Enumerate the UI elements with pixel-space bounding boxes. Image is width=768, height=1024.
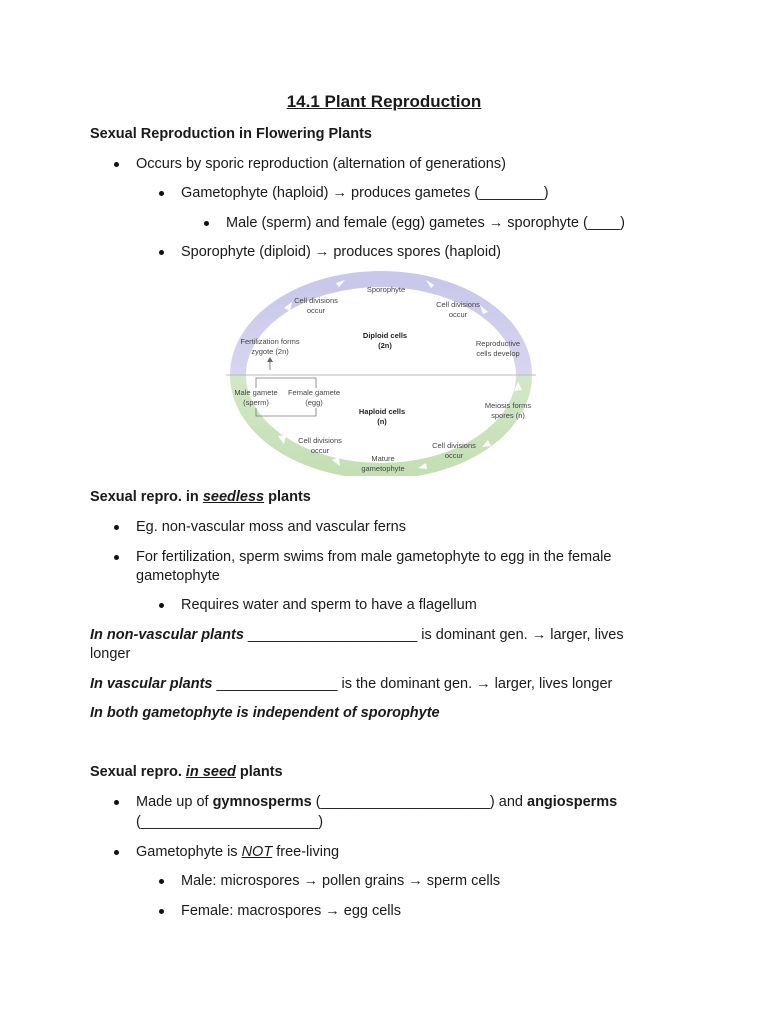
list-item — [136, 844, 339, 860]
label-cell-div-top-right: Cell divisions — [436, 300, 480, 309]
label-reproductive: Reproductive — [475, 339, 521, 348]
alternation-of-generations-diagram — [226, 270, 538, 476]
list-text: Gametophyte is — [136, 844, 242, 860]
emphasis-text: NOT — [241, 844, 273, 860]
heading-text: plants — [264, 489, 311, 505]
label-female-gamete: Female gamete — [287, 388, 341, 397]
list-item: Requires water and sperm to have a flagellum — [181, 597, 477, 613]
list-item: Male: microspores → pollen grains → sperm cells — [181, 873, 501, 889]
list-item: Male (sperm) and female (egg) gametes → sporophyte (____) — [226, 215, 625, 231]
term-angiosperms: angiosperms — [527, 794, 618, 810]
paragraph-both: In both gametophyte is independent of sporophyte — [90, 705, 440, 721]
heading-text: Sexual repro. — [90, 764, 186, 780]
label-fertilization: zygote (2n) — [251, 347, 289, 356]
label-female-gamete: (egg) — [305, 398, 323, 407]
label-cell-div-top-left: Cell divisions — [294, 296, 338, 305]
list-text: Made up of — [136, 794, 213, 810]
paragraph-non-vascular — [90, 627, 624, 643]
section-heading-flowering: Sexual Reproduction in Flowering Plants — [90, 126, 372, 142]
paragraph-continuation: longer — [90, 646, 131, 662]
section-heading-seedless — [90, 489, 311, 505]
label-sporophyte: Sporophyte — [366, 285, 406, 294]
label-mature-gametophyte: Mature — [371, 454, 395, 463]
label-haploid: (n) — [377, 417, 387, 426]
label-diploid: (2n) — [378, 341, 392, 350]
label-cell-div-bottom-right: occur — [444, 451, 464, 460]
label-cell-div-bottom-left: occur — [310, 446, 330, 455]
label-meiosis: spores (n) — [491, 411, 525, 420]
label-cell-div-bottom-right: Cell divisions — [432, 441, 476, 450]
list-text: (_____________________) and — [311, 794, 527, 810]
list-item: Gametophyte (haploid) → produces gametes (________) — [181, 185, 549, 201]
list-item: Eg. non-vascular moss and vascular ferns — [136, 519, 406, 535]
label-male-gamete: (sperm) — [243, 398, 269, 407]
label-haploid: Haploid cells — [358, 407, 406, 416]
list-item — [136, 794, 617, 810]
heading-text: Sexual repro. in — [90, 489, 203, 505]
list-item: Occurs by sporic reproduction (alternation of generations) — [136, 156, 506, 172]
gamete-bracket-bottom — [256, 408, 316, 416]
paragraph-vascular — [90, 676, 612, 692]
list-item-continuation: gametophyte — [136, 568, 220, 584]
gamete-bracket-top — [256, 378, 316, 388]
label-cell-div-bottom-left: Cell divisions — [298, 436, 342, 445]
heading-emphasis: in seed — [185, 764, 236, 780]
list-text: free-living — [272, 844, 340, 860]
page-title: 14.1 Plant Reproduction — [286, 92, 482, 111]
label-meiosis: Meiosis forms — [484, 401, 532, 410]
label-reproductive: cells develop — [476, 349, 520, 358]
paragraph-text: _______________ is the dominant gen. → larger, lives longer — [212, 676, 613, 692]
label-mature-gametophyte: gametophyte — [361, 464, 405, 473]
label-fertilization: Fertilization forms — [240, 337, 300, 346]
label-male-gamete: Male gamete — [234, 388, 278, 397]
emphasis-text: In non-vascular plants — [90, 627, 244, 643]
label-cell-div-top-left: occur — [306, 306, 326, 315]
list-item-continuation: (______________________) — [136, 814, 324, 830]
label-diploid: Diploid cells — [362, 331, 408, 340]
heading-emphasis: seedless — [202, 489, 265, 505]
label-cell-div-top-right: occur — [448, 310, 468, 319]
list-item: Sporophyte (diploid) → produces spores (haploid) — [181, 244, 501, 260]
list-item: For fertilization, sperm swims from male gametophyte to egg in the female — [136, 549, 612, 565]
list-item: Female: macrospores → egg cells — [181, 903, 401, 919]
emphasis-text: In vascular plants — [90, 676, 213, 692]
term-gymnosperms: gymnosperms — [212, 794, 312, 810]
section-heading-seed — [90, 764, 283, 780]
paragraph-text: _____________________ is dominant gen. → larger, lives — [243, 627, 624, 643]
heading-text: plants — [235, 764, 283, 780]
